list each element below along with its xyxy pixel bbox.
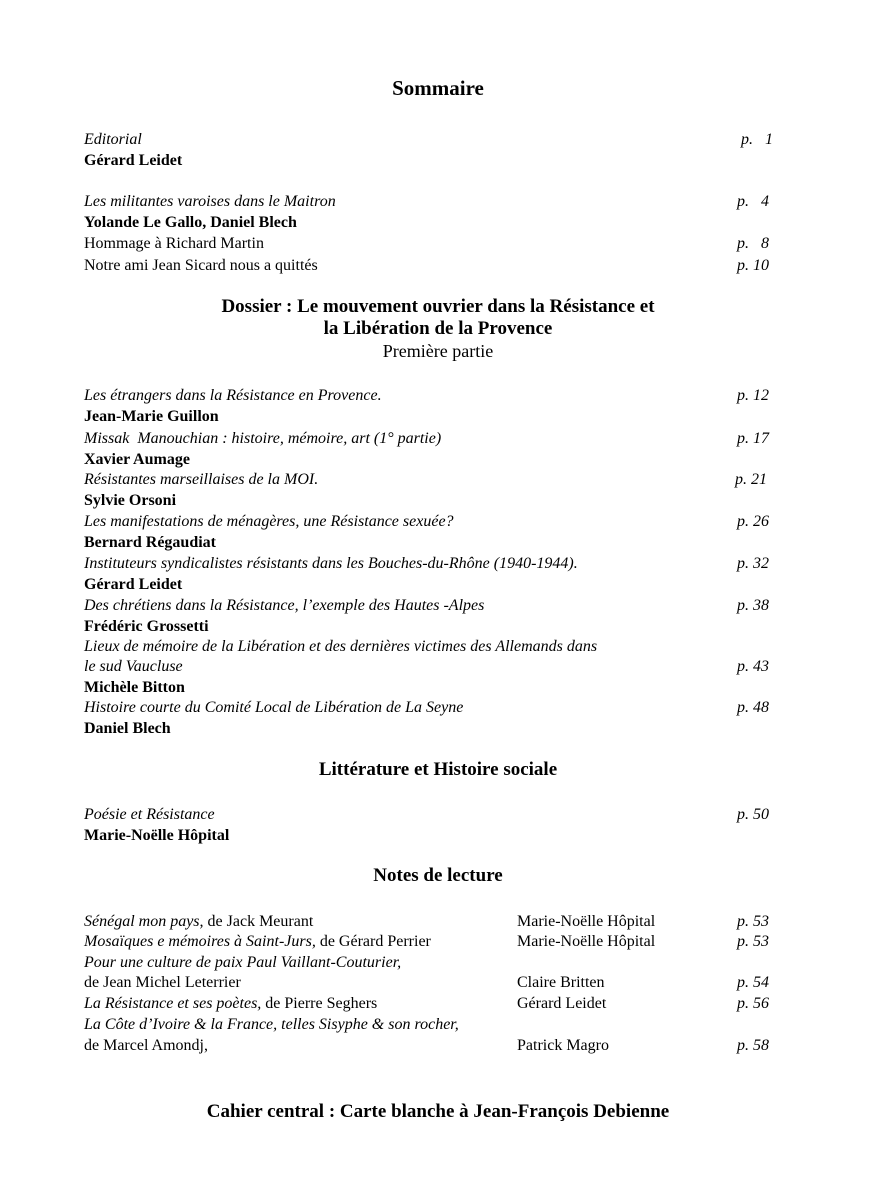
entry-page: p. 10 [737,257,769,274]
entry-title: Des chrétiens dans la Résistance, l’exemple des Hautes -Alpes [84,597,485,614]
note-page: p. 53 [737,913,769,930]
note-row [84,911,313,932]
entry-title: Notre ami Jean Sicard nous a quittés [84,257,318,274]
entry-page: p. 1 [741,131,773,148]
note-row [84,993,377,1014]
entry-title: Résistantes marseillaises de la MOI. [84,471,319,488]
entry-title: Lieux de mémoire de la Libération et des dernières victimes des Allemands dans [84,638,598,655]
note-book-title: Mosaïques e mémoires à Saint-Jurs, [84,933,316,950]
cahier-central-heading: Cahier central : Carte blanche à Jean-François Debienne [206,1101,670,1122]
note-reviewer: Marie-Noëlle Hôpital [517,913,656,930]
note-page: p. 53 [737,933,769,950]
entry-title: Les militantes varoises dans le Maitron [84,193,336,210]
dossier-subheading: Première partie [382,341,494,361]
entry-page: p. 4 [737,193,769,210]
entry-author: Sylvie Orsoni [84,492,177,509]
notes-heading: Notes de lecture [373,865,503,886]
entry-page: p. 50 [737,806,769,823]
entry-title: Missak Manouchian : histoire, mémoire, art (1° partie) [84,430,442,447]
note-book-author: de Gérard Perrier [315,933,431,950]
entry-title: Editorial [84,131,142,148]
entry-title: Les étrangers dans la Résistance en Provence. [84,387,382,404]
note-page: p. 54 [737,974,769,991]
entry-title: Hommage à Richard Martin [84,235,264,252]
note-book-author: de Jean Michel Leterrier [84,974,241,991]
dossier-heading-line2: la Libération de la Provence [323,318,553,339]
litterature-heading: Littérature et Histoire sociale [318,759,558,780]
note-reviewer: Marie-Noëlle Hôpital [517,933,656,950]
entry-author: Gérard Leidet [84,152,183,169]
note-reviewer: Gérard Leidet [517,995,607,1012]
entry-page: p. 8 [737,235,769,252]
entry-author: Michèle Bitton [84,679,185,696]
note-book-title: La Résistance et ses poètes, [84,995,262,1012]
entry-author: Jean-Marie Guillon [84,408,219,425]
note-reviewer: Claire Britten [517,974,605,991]
note-book-title: Sénégal mon pays, [84,913,204,930]
entry-author: Daniel Blech [84,720,171,737]
entry-title: Histoire courte du Comité Local de Libération de La Seyne [84,699,464,716]
note-row [84,931,431,952]
entry-page: p. 12 [737,387,769,404]
entry-title: Poésie et Résistance [84,806,215,823]
page-title: Sommaire [392,76,484,100]
note-book-author: de Marcel Amondj, [84,1037,208,1054]
note-page: p. 56 [737,995,769,1012]
note-book-title: Pour une culture de paix Paul Vaillant-Couturier, [84,954,402,971]
note-page: p. 58 [737,1037,769,1054]
note-book-title: La Côte d’Ivoire & la France, telles Sisyphe & son rocher, [84,1016,459,1033]
entry-page: p. 21 [735,471,767,488]
entry-author: Yolande Le Gallo, Daniel Blech [84,214,297,231]
entry-title-continued: le sud Vaucluse [84,658,183,675]
entry-page: p. 43 [737,658,769,675]
entry-author: Marie-Noëlle Hôpital [84,827,230,844]
note-book-author: de Jack Meurant [203,913,314,930]
entry-page: p. 26 [737,513,769,530]
entry-title: Les manifestations de ménagères, une Résistance sexuée? [84,513,454,530]
entry-page: p. 17 [737,430,769,447]
entry-title: Instituteurs syndicalistes résistants dans les Bouches-du-Rhône (1940-1944). [84,555,578,572]
entry-page: p. 48 [737,699,769,716]
note-reviewer: Patrick Magro [517,1037,609,1054]
entry-author: Bernard Régaudiat [84,534,216,551]
entry-author: Frédéric Grossetti [84,618,209,635]
entry-author: Gérard Leidet [84,576,183,593]
entry-page: p. 38 [737,597,769,614]
entry-author: Xavier Aumage [84,451,190,468]
note-book-author: de Pierre Seghers [261,995,378,1012]
entry-page: p. 32 [737,555,769,572]
dossier-heading-line1: Dossier : Le mouvement ouvrier dans la Résistance et [221,296,655,317]
